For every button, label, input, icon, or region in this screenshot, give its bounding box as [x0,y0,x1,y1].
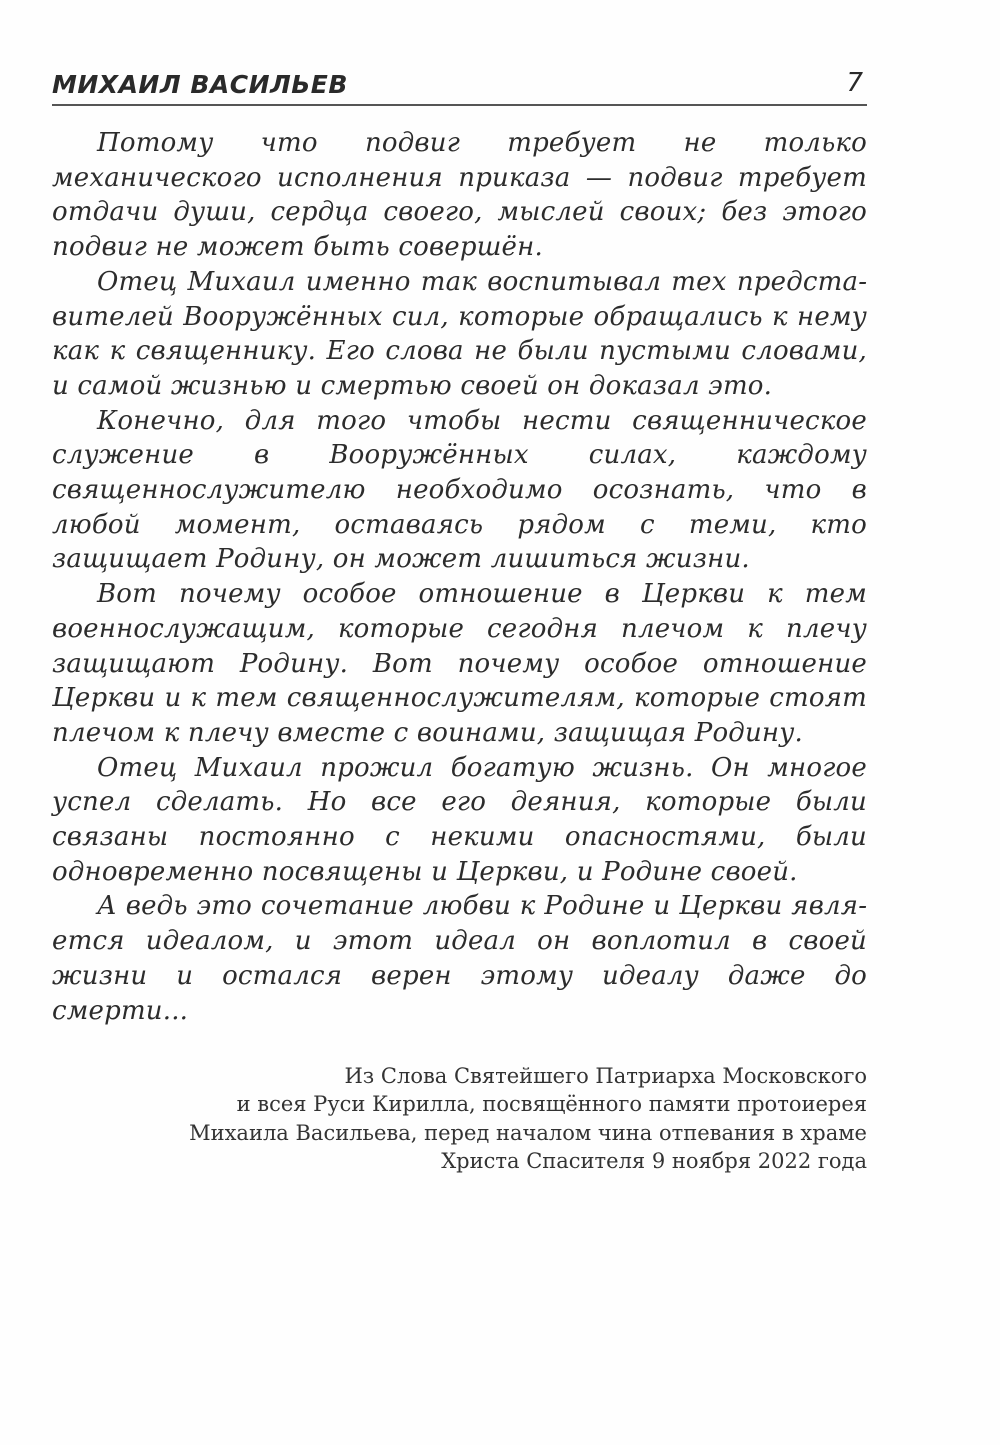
attribution-line: Михаила Васильева, перед началом чина отпевания в храме [189,1120,867,1145]
page-number: 7 [846,68,863,98]
running-head [52,70,867,106]
running-head-author: МИХАИЛ ВАСИЛЬЕВ [52,70,348,99]
attribution-line: и всея Руси Кирилла, посвящённого памяти протоиерея [236,1092,867,1117]
paragraph: Вот почему особое отношение в Церкви к тем военнослужащим, которые сегодня плечом к плечу защищают Родину. Вот почему особое отношение Церкви и к тем священнослужителям, которые стоят плечом к плечу вместе с воинами, защищая Родину. [52,579,867,748]
attribution-line: Из Слова Святейшего Патриарха Московского [344,1064,867,1088]
body-text [52,126,867,1028]
attribution [52,1062,867,1175]
attribution-line: Христа Спасителя 9 ноября 2022 года [441,1148,867,1173]
paragraph: Отец Михаил именно так воспитывал тех представителей Вооружённых сил, которые обращались к нему как к священнику. Его слова не были пустыми словами, и самой жизнью и смертью своей он доказал это. [52,266,867,401]
paragraph: Потому что подвиг требует не только механического исполнения приказа — подвиг требует отдачи души, сердца своего, мыслей своих; без этого подвиг не может быть совершён. [52,128,867,263]
paragraph: А ведь это сочетание любви к Родине и Церкви является идеалом, и этот идеал он воплотил в своей жизни и остался верен этому идеалу даже до смерти... [52,891,867,1026]
paragraph: Конечно, для того чтобы нести священническое служение в Вооружённых силах, каждому священнослужителю необходимо осознать, что в любой момент, оставаясь рядом с теми, кто защищает Родину, он может лишиться жизни. [52,405,867,575]
paragraph: Отец Михаил прожил богатую жизнь. Он многое успел сделать. Но все его деяния, которые были связаны постоянно с некими опасностями, были одновременно посвящены и Церкви, и Родине своей. [52,752,867,887]
